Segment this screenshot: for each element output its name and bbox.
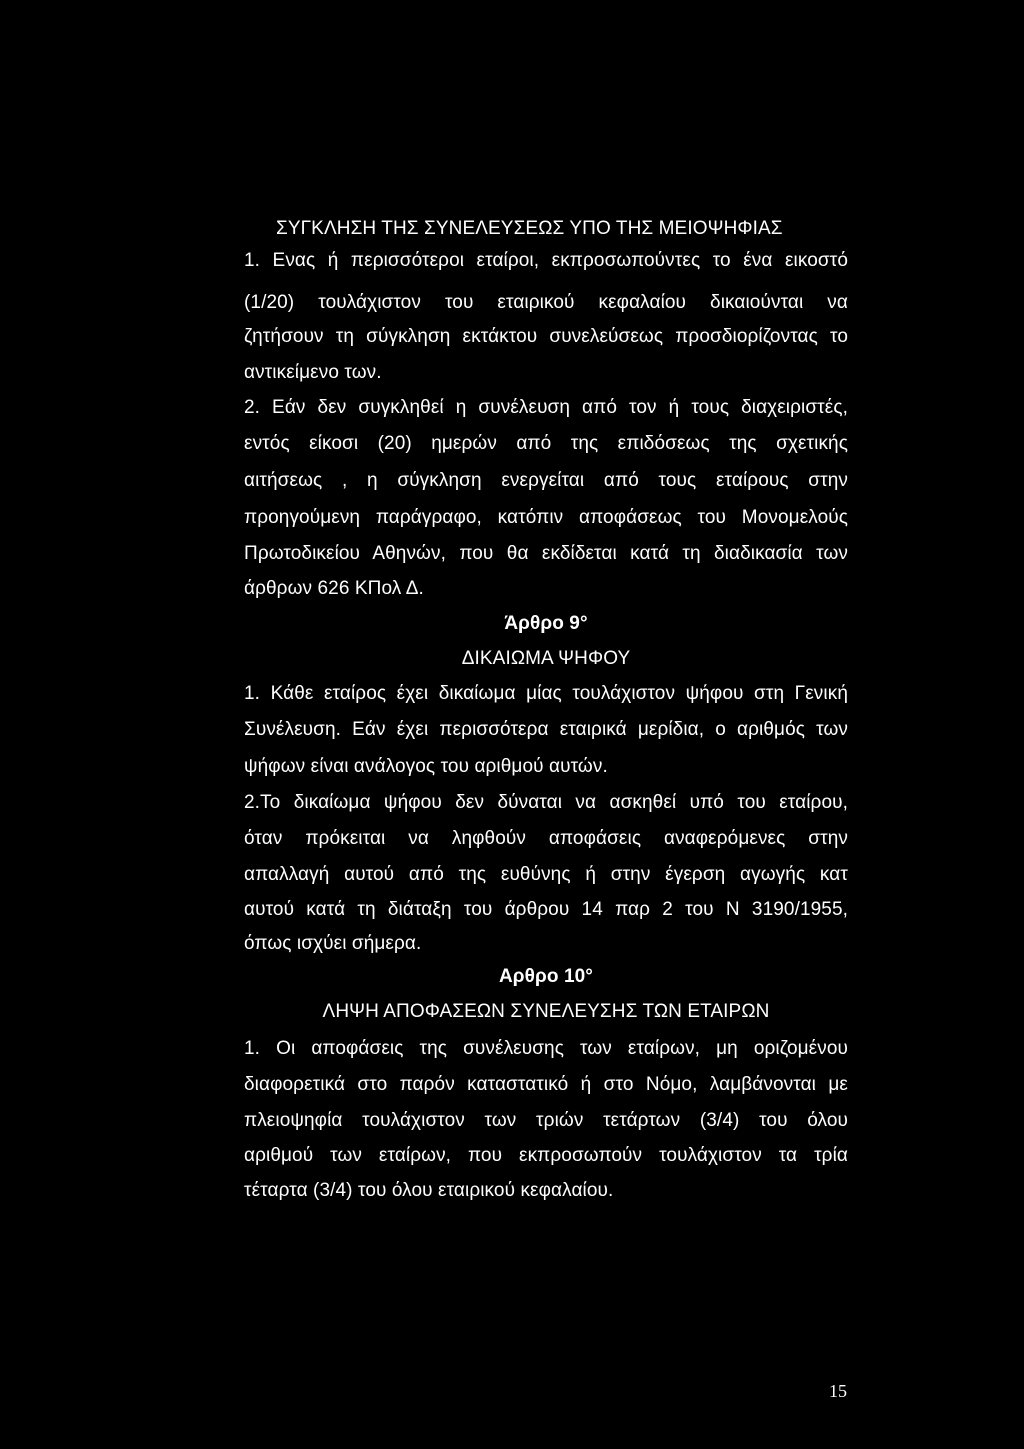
- paragraph-line: όταν πρόκειται να ληφθούν αποφάσεις αναφερόμενες στην: [244, 828, 848, 849]
- article-subheading: ΛΗΨΗ ΑΠΟΦΑΣΕΩΝ ΣΥΝΕΛΕΥΣΗΣ ΤΩΝ ΕΤΑΙΡΩΝ: [322, 1001, 770, 1022]
- paragraph-line: 1. Κάθε εταίρος έχει δικαίωμα μίας τουλάχιστον ψήφου στη Γενική: [244, 683, 848, 704]
- article-heading: Άρθρο 9°: [504, 613, 588, 634]
- paragraph-line: Συνέλευση. Εάν έχει περισσότερα εταιρικά μερίδια, ο αριθμός των: [244, 719, 848, 740]
- paragraph-line: ψήφων είναι ανάλογος του αριθμού αυτών.: [244, 756, 608, 777]
- paragraph-line: αριθμού των εταίρων, που εκπροσωπούν τουλάχιστον τα τρία: [244, 1145, 848, 1166]
- paragraph-line: εντός είκοσι (20) ημερών από της επιδόσεως της σχετικής: [244, 433, 848, 454]
- paragraph-line: 1. Ενας ή περισσότεροι εταίροι, εκπροσωπούντες το ένα εικοστό: [244, 250, 848, 271]
- section-title: ΣΥΓΚΛΗΣΗ ΤΗΣ ΣΥΝΕΛΕΥΣΕΩΣ ΥΠΟ ΤΗΣ ΜΕΙΟΨΗΦΙΑΣ: [276, 218, 783, 239]
- paragraph-line: άρθρων 626 ΚΠολ Δ.: [244, 578, 424, 599]
- page-number: 15: [829, 1381, 847, 1401]
- paragraph-line: αιτήσεως , η σύγκληση ενεργείται από τους εταίρους στην: [244, 470, 848, 491]
- article-heading: Αρθρο 10°: [498, 966, 594, 987]
- article-subheading: ΔΙΚΑΙΩΜΑ ΨΗΦΟΥ: [461, 648, 631, 669]
- paragraph-line: αντικείμενο των.: [244, 362, 382, 383]
- paragraph-line: τέταρτα (3/4) του όλου εταιρικού κεφαλαίου.: [244, 1180, 614, 1201]
- paragraph-line: απαλλαγή αυτού από της ευθύνης ή στην έγερση αγωγής κατ: [244, 864, 848, 885]
- paragraph-line: όπως ισχύει σήμερα.: [244, 933, 422, 954]
- paragraph-line: Πρωτοδικείου Αθηνών, που θα εκδίδεται κατά τη διαδικασία των: [244, 543, 848, 564]
- paragraph-line: 2. Εάν δεν συγκληθεί η συνέλευση από τον ή τους διαχειριστές,: [244, 397, 848, 418]
- paragraph-line: 1. Οι αποφάσεις της συνέλευσης των εταίρων, μη οριζομένου: [244, 1038, 848, 1059]
- paragraph-line: (1/20) τουλάχιστον του εταιρικού κεφαλαίου δικαιούνται να: [244, 292, 848, 313]
- paragraph-line: διαφορετικά στο παρόν καταστατικό ή στο Νόμο, λαμβάνονται με: [244, 1074, 848, 1095]
- paragraph-line: προηγούμενη παράγραφο, κατόπιν αποφάσεως του Μονομελούς: [244, 507, 848, 528]
- paragraph-line: 2.Το δικαίωμα ψήφου δεν δύναται να ασκηθεί υπό του εταίρου,: [244, 792, 848, 813]
- paragraph-line: ζητήσουν τη σύγκληση εκτάκτου συνελεύσεως προσδιορίζοντας το: [244, 326, 848, 347]
- paragraph-line: πλειοψηφία τουλάχιστον των τριών τετάρτων (3/4) του όλου: [244, 1110, 848, 1131]
- paragraph-line: αυτού κατά τη διάταξη του άρθρου 14 παρ 2 του Ν 3190/1955,: [244, 899, 848, 920]
